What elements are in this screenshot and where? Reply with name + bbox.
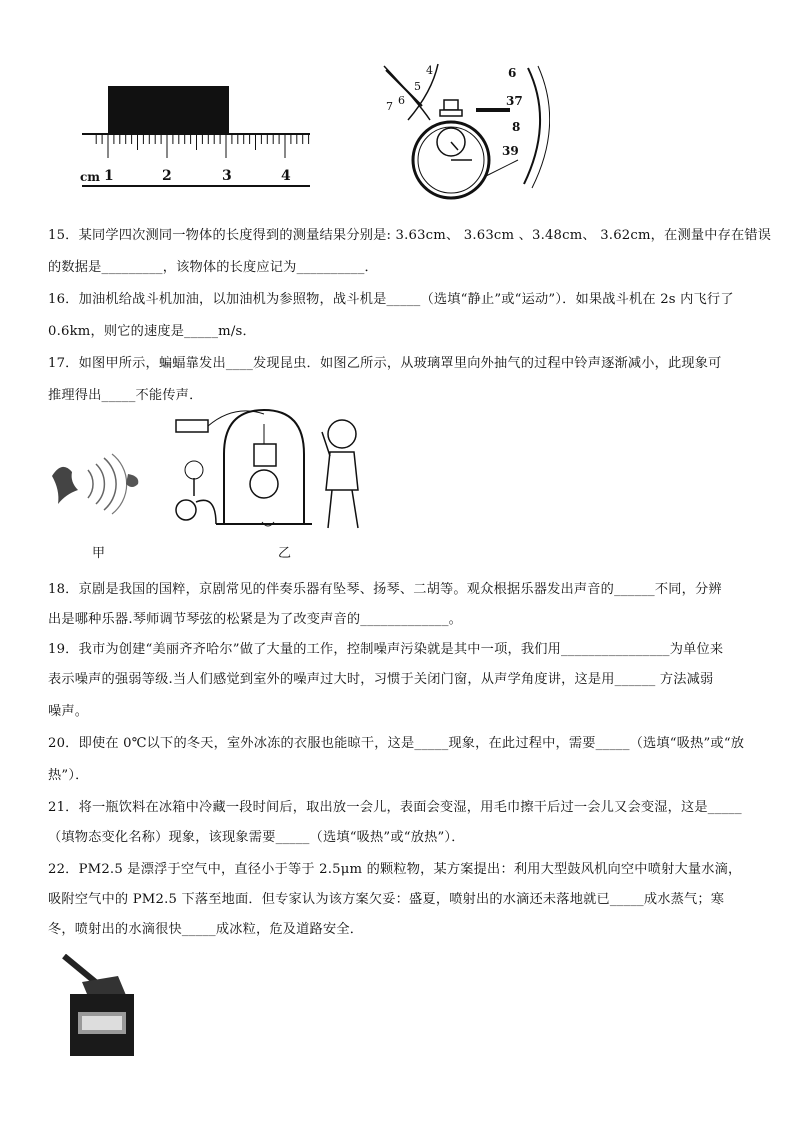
partial-bottom-image xyxy=(62,954,138,1058)
bat-sound-figure xyxy=(48,446,144,518)
q19-line2: 表示噪声的强弱等级.当人们感觉到室外的噪声过大时，习惯于关闭门窗，从声学角度讲，这是用______ 方法减弱 xyxy=(48,672,714,687)
q22-line1: 22．PM2.5 是漂浮于空气中，直径小于等于 2.5μm 的颗粒物，某方案提出：利用大型鼓风机向空中喷射大量水滴， xyxy=(48,862,742,877)
q21-line1: 21．将一瓶饮料在冰箱中冷藏一段时间后，取出放一会儿，表面会变湿，用毛巾擦干后过一会儿又会变湿，这是_____ xyxy=(48,800,742,815)
stopwatch-inner-label: 4 xyxy=(426,64,433,77)
q17-line2: 推理得出_____不能传声． xyxy=(48,388,203,403)
figure-label-yi: 乙 xyxy=(278,546,292,561)
stopwatch-outer-label: 37 xyxy=(506,94,523,108)
q20-line2: 热”）． xyxy=(48,768,89,783)
q22-line2: 吸附空气中的 PM2.5 下落至地面．但专家认为该方案欠妥：盛夏，喷射出的水滴还未落地就已_____成水蒸气；寒 xyxy=(48,892,725,907)
q20-line1: 20．即使在 0℃以下的冬天，室外冰冻的衣服也能晾干，这是_____现象，在此过程中，需要_____（选填“吸热”或“放 xyxy=(48,736,745,751)
bell-jar-figure xyxy=(164,404,376,536)
ruler-tick-label: 1 xyxy=(104,168,114,184)
ruler-tick-label: 2 xyxy=(162,168,172,184)
ruler-tick-label: 4 xyxy=(281,168,291,184)
q18-line1: 18．京剧是我国的国粹，京剧常见的伴奏乐器有坠琴、扬琴、二胡等。观众根据乐器发出声音的______不同，分辨 xyxy=(48,582,722,597)
q15-line2: 的数据是_________，该物体的长度应记为__________． xyxy=(48,260,378,275)
stopwatch-outer-label: 39 xyxy=(502,144,519,158)
q18-line2: 出是哪种乐器.琴师调节琴弦的松紧是为了改变声音的_____________。 xyxy=(48,612,463,627)
q21-line2: （填物态变化名称）现象，该现象需要_____（选填“吸热”或“放热”）． xyxy=(48,830,465,845)
ruler-tick-label: 3 xyxy=(222,168,232,184)
stopwatch-inner-label: 7 xyxy=(386,100,393,113)
q19-line1: 19．我市为创建“美丽齐齐哈尔”做了大量的工作，控制噪声污染就是其中一项，我们用________________为单位来 xyxy=(48,642,724,657)
q15-line1: 15．某同学四次测同一物体的长度得到的测量结果分别是: 3.63cm、 3.63cm 、3.48cm、 3.62cm，在测量中存在错误 xyxy=(48,228,772,243)
measured-block xyxy=(108,86,229,134)
stopwatch-inner-label: 5 xyxy=(414,80,421,93)
figure-label-jia: 甲 xyxy=(92,546,106,561)
stopwatch-outer-label: 8 xyxy=(512,120,521,134)
q17-line1: 17．如图甲所示，蝙蝠靠发出____发现昆虫．如图乙所示，从玻璃罩里向外抽气的过程中铃声逐渐减小，此现象可 xyxy=(48,356,722,371)
q16-line1: 16．加油机给战斗机加油，以加油机为参照物，战斗机是_____（选填“静止”或“运动”）．如果战斗机在 2s 内飞行了 xyxy=(48,292,734,307)
q22-line3: 冬，喷射出的水滴很快_____成冰粒，危及道路安全． xyxy=(48,922,364,937)
q16-line2: 0.6km，则它的速度是_____m/s． xyxy=(48,324,256,339)
ruler-unit-label: cm xyxy=(80,170,101,184)
stopwatch-figure xyxy=(378,62,550,208)
stopwatch-inner-label: 6 xyxy=(398,94,405,107)
stopwatch-outer-label: 6 xyxy=(508,66,517,80)
q19-line3: 噪声。 xyxy=(48,704,89,719)
